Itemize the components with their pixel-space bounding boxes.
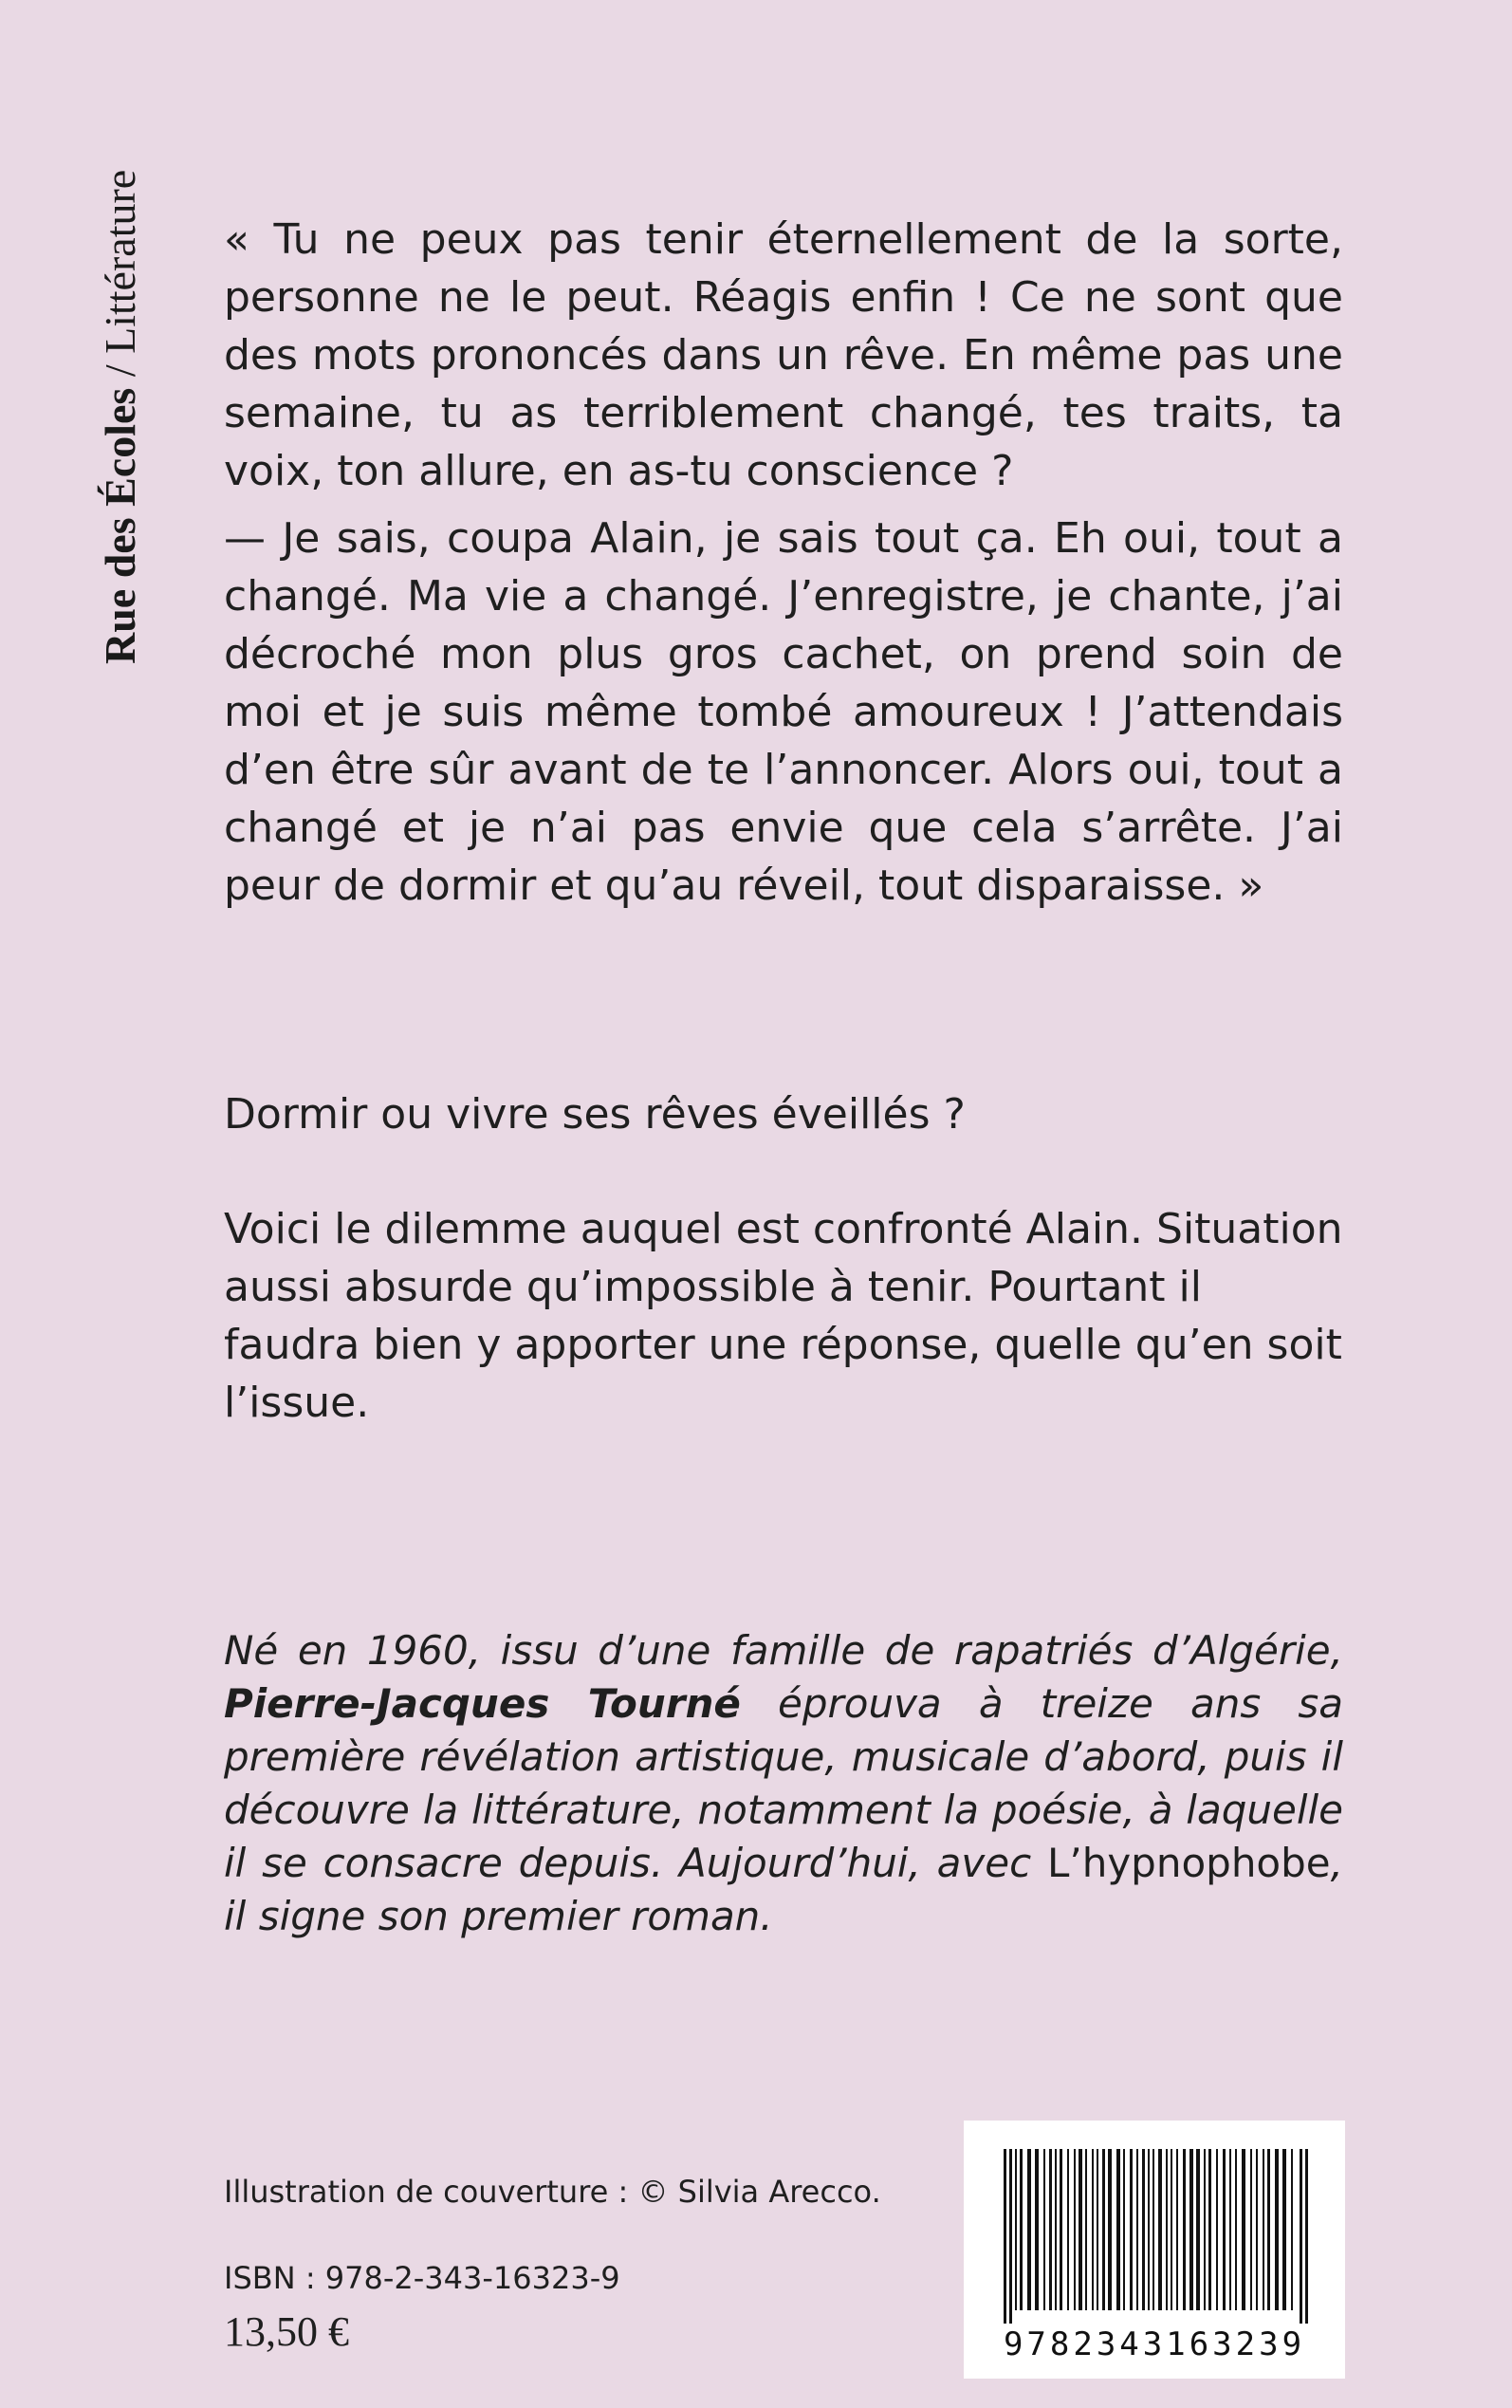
barcode-bar <box>1009 2149 1012 2324</box>
barcode-bar <box>1020 2149 1023 2310</box>
barcode-bar <box>1067 2149 1069 2310</box>
barcode-bar <box>1148 2149 1150 2310</box>
barcode-bar <box>1196 2149 1200 2310</box>
spine-label <box>95 170 145 664</box>
blurb-question: Dormir ou vivre ses rêves éveillés ? <box>224 1090 966 1139</box>
barcode-bar <box>1216 2149 1218 2310</box>
bio-end: , il signe son premier roman. <box>224 1840 1343 1939</box>
barcode-bar <box>1123 2149 1125 2310</box>
author-bio-text <box>224 1624 1343 1943</box>
bio-intro: Né en 1960, issu d’une famille de rapatriés d’Algérie, <box>224 1627 1343 1674</box>
barcode-bar <box>1108 2149 1112 2310</box>
blurb-summary: Voici le dilemme auquel est confronté Alain. Situation aussi absurde qu’impossible à tenir. Pourtant il faudra bien y apporter une réponse, quelle qu’en soit l’issue. <box>224 1205 1343 1427</box>
barcode-bar <box>1204 2149 1206 2310</box>
barcode-bar <box>1102 2149 1105 2310</box>
barcode-bar <box>1055 2149 1057 2310</box>
book-title: L’hypnophobe <box>1046 1840 1331 1886</box>
barcode-bar <box>1171 2149 1172 2310</box>
barcode-bar <box>1158 2149 1162 2310</box>
quote-paragraph: « Tu ne peux pas tenir éternellement de la sorte, personne ne le peut. Réagis enfin ! Ce ne sont que des mots prononcés dans un rêve. En même pas une semaine, tu as terriblement changé, tes traits, ta voix, ton allure, en as-tu conscience ? <box>224 215 1343 495</box>
isbn: ISBN : 978-2-343-16323-9 <box>224 2260 620 2296</box>
author-name: Pierre-Jacques Tourné <box>224 1680 741 1727</box>
barcode-bar <box>1291 2149 1293 2310</box>
barcode-bar <box>1085 2149 1087 2310</box>
barcode-bar <box>1074 2149 1076 2310</box>
barcode-bar <box>1229 2149 1231 2310</box>
barcode-bar <box>1256 2149 1258 2310</box>
illustration-credit: Illustration de couverture : © Silvia Arecco. <box>224 2174 881 2210</box>
barcode-bar <box>1263 2149 1264 2310</box>
barcode-bar <box>1079 2149 1082 2310</box>
quote-paragraph: — Je sais, coupa Alain, je sais tout ça. Eh oui, tout a changé. Ma vie a changé. J’enregistre, je chante, j’ai décroché mon plus gros cachet, on prend soin de moi et je suis même tombé amoureux ! J’attendais d’en être sûr avant de te l’annoncer. Alors oui, tout a changé et je n’ai pas envie que cela s’arrête. J’ai peur de dormir et qu’au réveil, tout disparaisse. » <box>224 514 1343 910</box>
barcode-bar <box>1097 2149 1098 2310</box>
barcode-bar <box>1183 2149 1186 2310</box>
barcode-bar <box>1166 2149 1168 2310</box>
barcode-bar <box>1189 2149 1193 2310</box>
barcode-bar <box>1152 2149 1154 2310</box>
barcode-bar <box>1092 2149 1094 2310</box>
barcode-bar <box>1300 2149 1302 2324</box>
barcode-bar <box>1275 2149 1279 2310</box>
barcode-bar <box>1027 2149 1031 2310</box>
barcode-bar <box>1176 2149 1178 2310</box>
barcode-bar <box>1223 2149 1226 2310</box>
bio-middle: éprouva à treize ans sa première révélation artistique, musicale d’abord, puis il découvre la littérature, notamment la poésie, à laquelle il se consacre depuis. Aujourd’hui, avec <box>224 1680 1343 1886</box>
barcode-bar <box>1004 2149 1006 2324</box>
author-bio <box>224 1624 1343 1943</box>
barcode-bar <box>1015 2149 1017 2310</box>
barcode-bar <box>1242 2149 1245 2310</box>
barcode-bar <box>1136 2149 1138 2310</box>
barcode <box>964 2121 1345 2379</box>
quote-excerpt <box>224 211 1343 924</box>
blurb <box>224 1085 1343 1432</box>
barcode-bar <box>1250 2149 1252 2310</box>
barcode-bar <box>1043 2149 1045 2310</box>
price: 13,50 € <box>224 2308 349 2355</box>
barcode-bar <box>1049 2149 1052 2310</box>
spine-separator: / <box>96 353 144 388</box>
barcode-bar <box>1035 2149 1039 2310</box>
barcode-bar <box>1116 2149 1120 2310</box>
barcode-bar <box>1305 2149 1308 2324</box>
barcode-bar <box>1208 2149 1211 2310</box>
barcode-bar <box>1142 2149 1145 2310</box>
barcode-bar <box>1282 2149 1286 2310</box>
barcode-bar <box>1060 2149 1062 2310</box>
barcode-bar <box>1267 2149 1270 2310</box>
barcode-number: 9782343163239 <box>1003 2325 1306 2363</box>
barcode-bar <box>1130 2149 1133 2310</box>
series-category: Littérature <box>96 169 144 354</box>
series-name: Rue des Écoles <box>96 387 144 664</box>
barcode-bar <box>1235 2149 1237 2310</box>
